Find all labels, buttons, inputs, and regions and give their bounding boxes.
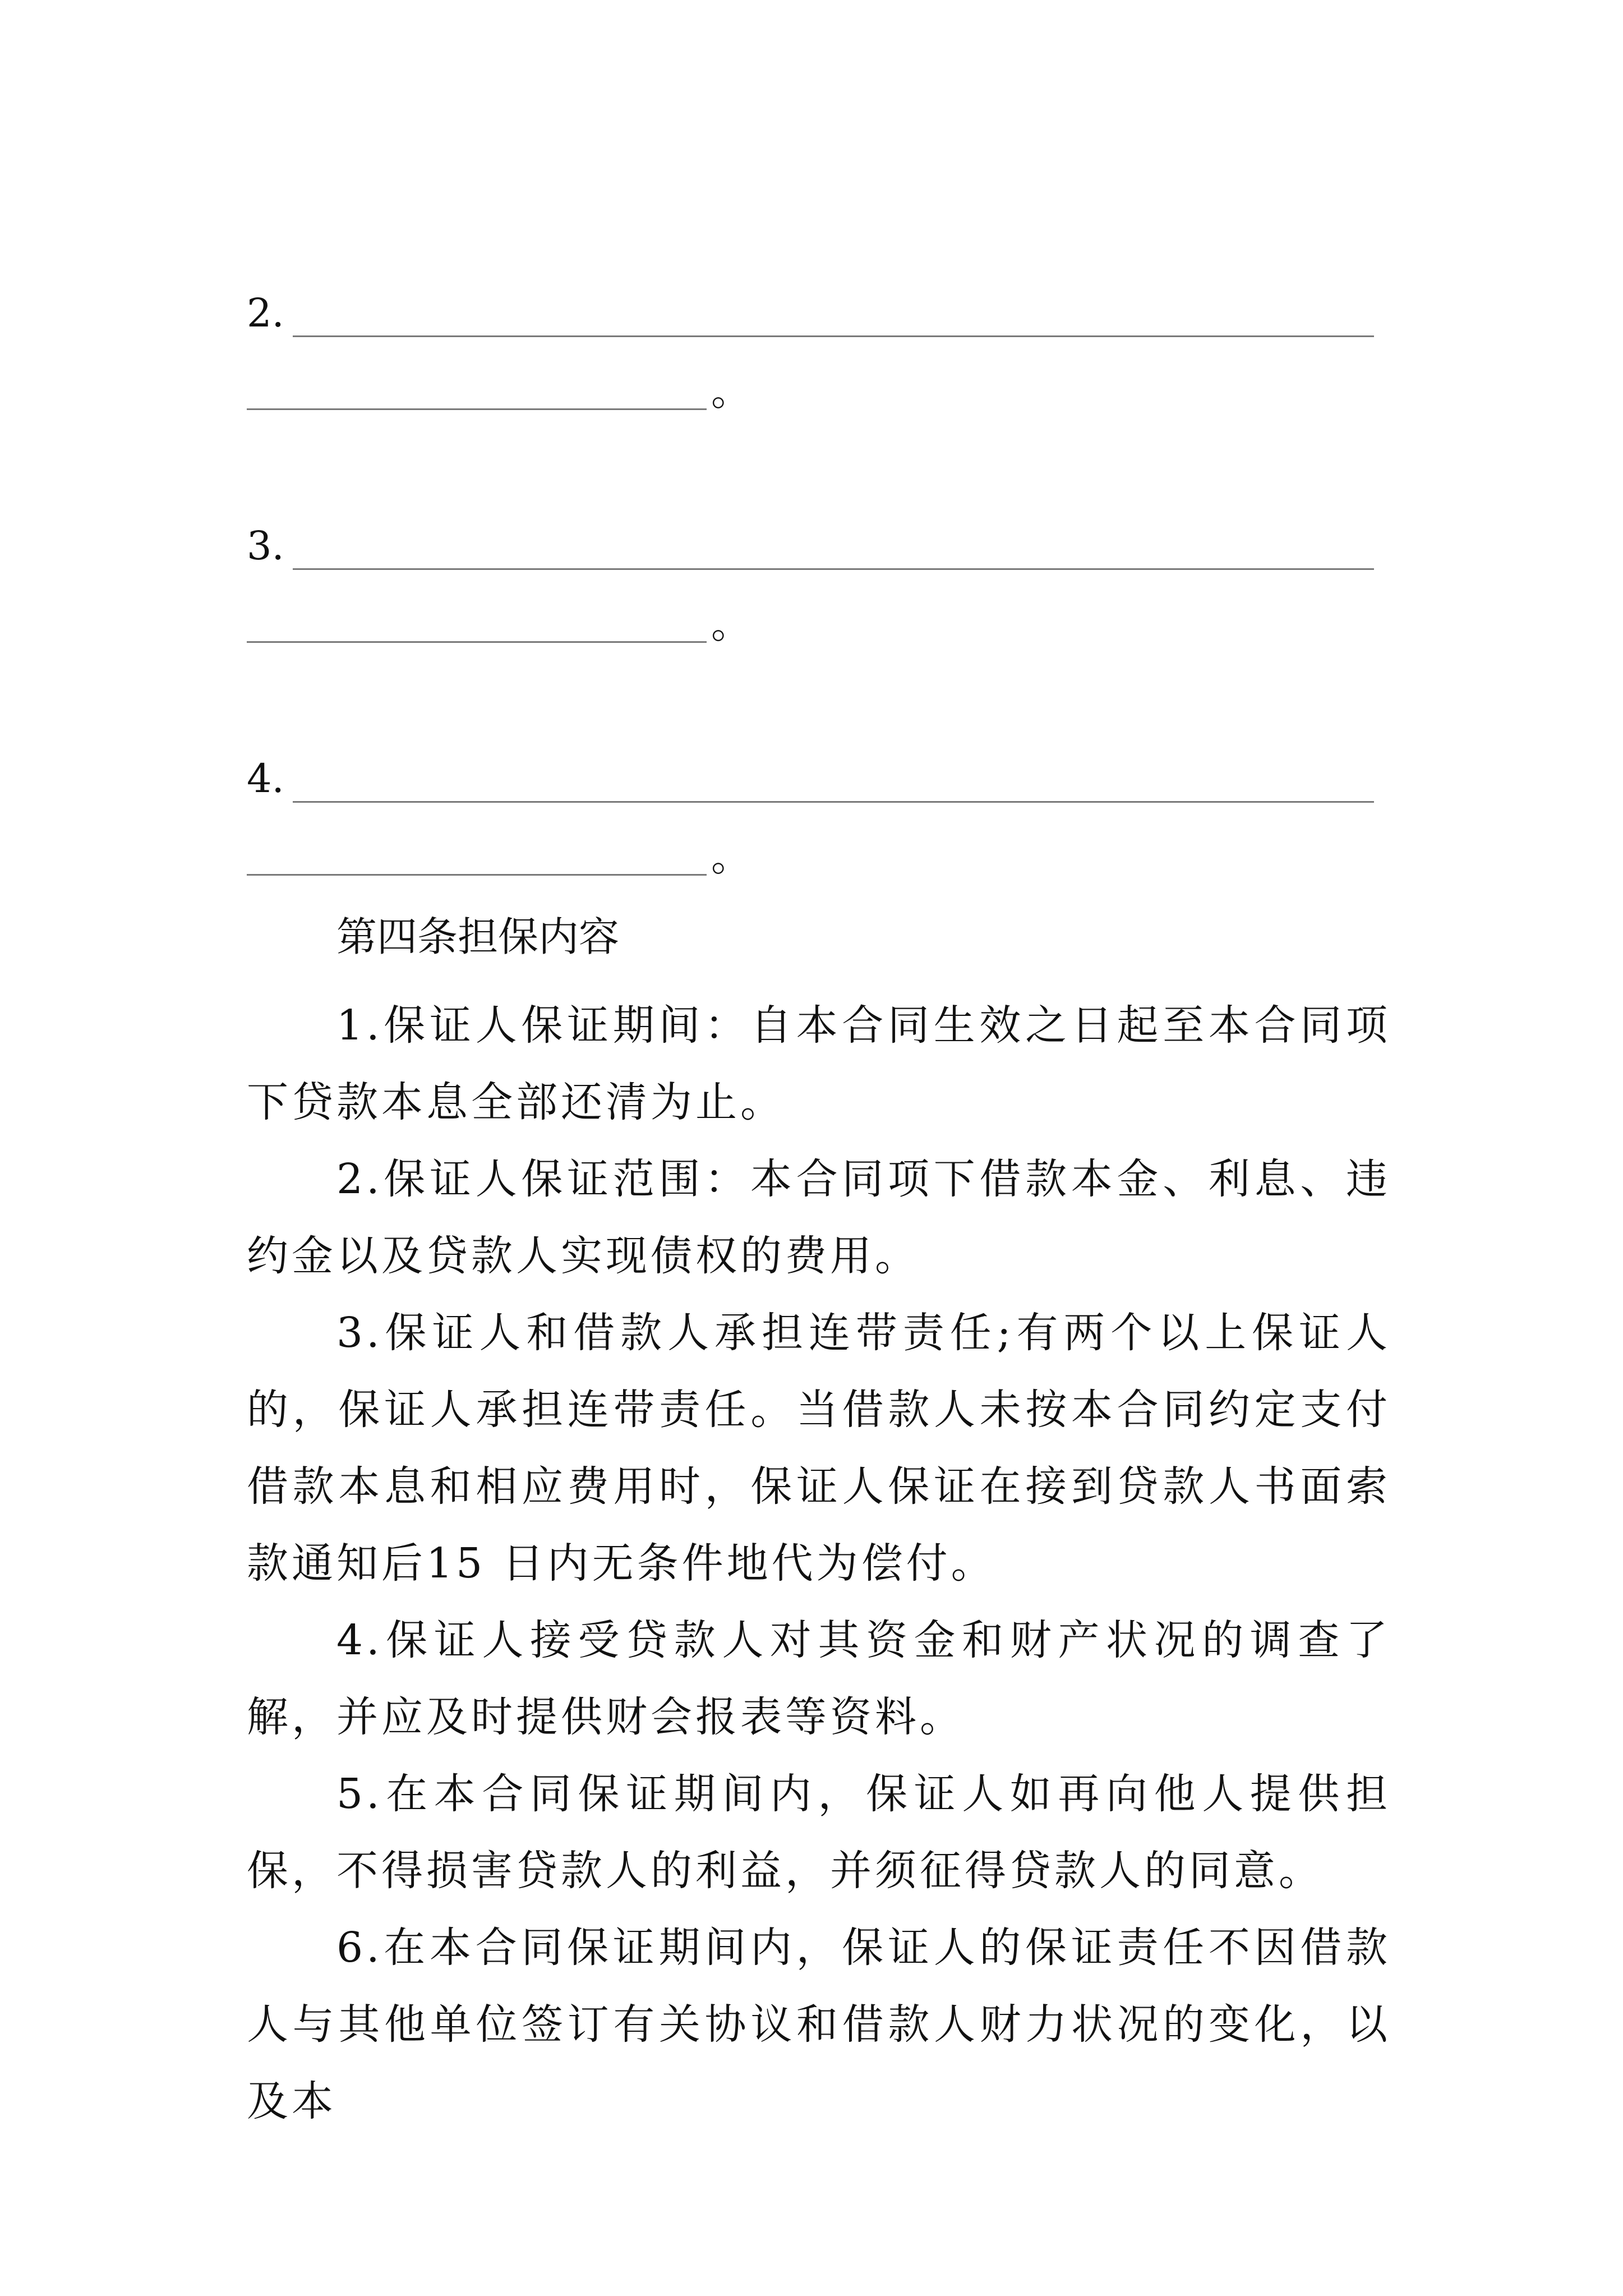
blank-item-first-line bbox=[247, 513, 1380, 581]
fill-in-line bbox=[247, 408, 707, 410]
clause-4: 4.保证人接受贷款人对其资金和财产状况的调查了解，并应及时提供财会报表等资料。 bbox=[247, 1616, 1391, 1741]
blank-item-2 bbox=[247, 280, 1380, 443]
item-number: 2. bbox=[247, 290, 284, 336]
section-heading: 第四条担保内容 bbox=[336, 913, 620, 960]
clause-2: 2.保证人保证范围：本合同项下借款本金、利息、违约金以及贷款人实现债权的费用。 bbox=[247, 1155, 1391, 1280]
clause-3: 3.保证人和借款人承担连带责任;有两个以上保证人的，保证人承担连带责任。当借款人未按本合同约定支付借款本息和相应费用时，保证人保证在接到贷款人书面索款通知后15 日内无条件地代为偿付。 bbox=[247, 1309, 1391, 1588]
fill-in-line bbox=[247, 641, 707, 643]
item-number: 3. bbox=[247, 523, 284, 569]
clause-list bbox=[247, 987, 1391, 2140]
end-punctuation: 。 bbox=[711, 369, 750, 415]
fill-in-line bbox=[293, 568, 1374, 570]
blank-item-first-line bbox=[247, 280, 1380, 348]
fill-in-line bbox=[293, 801, 1374, 803]
blank-item-4 bbox=[247, 746, 1380, 909]
fill-in-line bbox=[247, 874, 707, 876]
blank-item-second-line bbox=[247, 819, 1380, 886]
blank-item-second-line bbox=[247, 586, 1380, 654]
blank-item-second-line bbox=[247, 353, 1380, 421]
item-number: 4. bbox=[247, 756, 284, 802]
end-punctuation: 。 bbox=[711, 834, 750, 880]
clause-6: 6.在本合同保证期间内，保证人的保证责任不因借款人与其他单位签订有关协议和借款人财力状况的变化，以及本 bbox=[247, 1924, 1391, 2125]
blank-item-first-line bbox=[247, 746, 1380, 813]
fill-in-line bbox=[293, 335, 1374, 337]
blank-item-3 bbox=[247, 513, 1380, 676]
end-punctuation: 。 bbox=[711, 601, 750, 647]
clause-5: 5.在本合同保证期间内，保证人如再向他人提供担保，不得损害贷款人的利益，并须征得贷款人的同意。 bbox=[247, 1770, 1391, 1895]
clause-1: 1.保证人保证期间：自本合同生效之日起至本合同项下贷款本息全部还清为止。 bbox=[247, 1001, 1391, 1126]
